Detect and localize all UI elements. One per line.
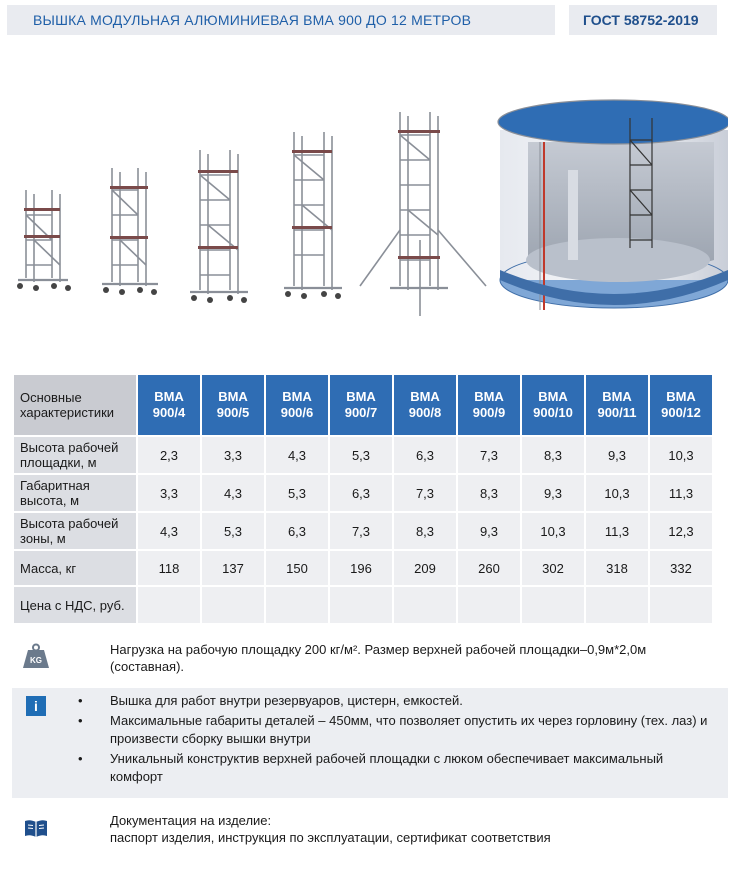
table-cell: 318 bbox=[585, 550, 649, 586]
page-title: ВЫШКА МОДУЛЬНАЯ АЛЮМИНИЕВАЯ ВМА 900 ДО 12 МЕТРОВ bbox=[33, 12, 472, 28]
table-cell bbox=[201, 586, 265, 624]
table-cell: 332 bbox=[649, 550, 713, 586]
model-header: ВМА 900/6 bbox=[265, 374, 329, 436]
table-cell: 6,3 bbox=[393, 436, 457, 474]
table-cell: 11,3 bbox=[649, 474, 713, 512]
info-icon: i bbox=[26, 696, 46, 716]
table-cell: 9,3 bbox=[457, 512, 521, 550]
list-item: • Максимальные габариты деталей – 450мм, что позволяет опустить их через горловину (тех. лаз) и произвести сборку вышки внутри bbox=[78, 713, 708, 746]
table-row bbox=[13, 586, 713, 624]
table-cell: 5,3 bbox=[201, 512, 265, 550]
load-note: Нагрузка на рабочую площадку 200 кг/м². Размер верхней рабочей площадки–0,9м*2,0м (составная). bbox=[110, 642, 647, 674]
table-cell: 3,3 bbox=[137, 474, 201, 512]
table-cell: 5,3 bbox=[265, 474, 329, 512]
scaffold-900-6 bbox=[190, 150, 248, 294]
table-cell: 8,3 bbox=[521, 436, 585, 474]
table-cell: 260 bbox=[457, 550, 521, 586]
table-row bbox=[13, 550, 713, 586]
model-header: ВМА 900/12 bbox=[649, 374, 713, 436]
table-cell bbox=[137, 586, 201, 624]
table-cell: 118 bbox=[137, 550, 201, 586]
model-header: ВМА 900/8 bbox=[393, 374, 457, 436]
scaffold-900-6-wheels bbox=[191, 295, 247, 303]
row-label: Масса, кг bbox=[13, 550, 137, 586]
table-cell: 137 bbox=[201, 550, 265, 586]
table-cell bbox=[649, 586, 713, 624]
table-cell: 4,3 bbox=[201, 474, 265, 512]
tank-illustration bbox=[498, 100, 728, 310]
table-cell: 9,3 bbox=[585, 436, 649, 474]
scaffold-900-4 bbox=[18, 190, 68, 282]
docs-title: Документация на изделие: bbox=[110, 813, 272, 828]
table-cell: 7,3 bbox=[457, 436, 521, 474]
table-cell: 12,3 bbox=[649, 512, 713, 550]
row-label: Высота рабочей площадки, м bbox=[13, 436, 137, 474]
table-header-row bbox=[13, 374, 713, 436]
table-cell: 302 bbox=[521, 550, 585, 586]
table-cell: 7,3 bbox=[329, 512, 393, 550]
table-cell: 209 bbox=[393, 550, 457, 586]
product-illustration bbox=[8, 90, 728, 330]
spec-table bbox=[12, 373, 714, 625]
scaffold-900-7 bbox=[284, 132, 342, 290]
scaffold-900-5 bbox=[102, 168, 158, 286]
model-header: ВМА 900/5 bbox=[201, 374, 265, 436]
table-cell: 8,3 bbox=[457, 474, 521, 512]
table-cell: 3,3 bbox=[201, 436, 265, 474]
title-banner bbox=[7, 5, 555, 35]
row-label: Габаритная высота, м bbox=[13, 474, 137, 512]
model-header: ВМА 900/7 bbox=[329, 374, 393, 436]
standard-banner bbox=[569, 5, 717, 35]
scaffold-900-4-wheels bbox=[17, 283, 71, 291]
table-cell: 7,3 bbox=[393, 474, 457, 512]
table-cell: 10,3 bbox=[585, 474, 649, 512]
table-cell: 9,3 bbox=[521, 474, 585, 512]
row-label: Цена с НДС, руб. bbox=[13, 586, 137, 624]
table-cell: 4,3 bbox=[265, 436, 329, 474]
weight-icon-label: KG bbox=[30, 656, 42, 665]
list-item: • Уникальный конструктив верхней рабочей площадки с люком обеспечивает максимальный комфорт bbox=[78, 751, 664, 784]
table-cell: 8,3 bbox=[393, 512, 457, 550]
table-cell: 11,3 bbox=[585, 512, 649, 550]
bullet: • bbox=[78, 713, 83, 728]
bullet: • bbox=[78, 751, 83, 766]
scaffold-900-5-wheels bbox=[103, 287, 157, 295]
table-cell bbox=[393, 586, 457, 624]
weight-kg-icon bbox=[22, 643, 50, 669]
table-cell: 150 bbox=[265, 550, 329, 586]
model-header: ВМА 900/10 bbox=[521, 374, 585, 436]
docs-note bbox=[110, 812, 710, 846]
header bbox=[7, 5, 733, 35]
table-corner-label: Основные характеристики bbox=[13, 374, 137, 436]
scaffold-900-7-wheels bbox=[285, 291, 341, 299]
table-cell: 10,3 bbox=[649, 436, 713, 474]
table-cell: 6,3 bbox=[265, 512, 329, 550]
table-cell bbox=[521, 586, 585, 624]
model-header: ВМА 900/4 bbox=[137, 374, 201, 436]
table-row bbox=[13, 436, 713, 474]
table-cell: 4,3 bbox=[137, 512, 201, 550]
docs-text: паспорт изделия, инструкция по эксплуатации, сертификат соответствия bbox=[110, 830, 551, 845]
row-label: Высота рабочей зоны, м bbox=[13, 512, 137, 550]
table-cell: 196 bbox=[329, 550, 393, 586]
model-header: ВМА 900/11 bbox=[585, 374, 649, 436]
table-row bbox=[13, 512, 713, 550]
table-cell: 5,3 bbox=[329, 436, 393, 474]
table-cell bbox=[585, 586, 649, 624]
features-list bbox=[78, 692, 718, 788]
table-cell: 10,3 bbox=[521, 512, 585, 550]
book-icon bbox=[24, 818, 48, 838]
table-row bbox=[13, 474, 713, 512]
table-cell: 6,3 bbox=[329, 474, 393, 512]
list-item: • Вышка для работ внутри резервуаров, цистерн, емкостей. bbox=[78, 693, 463, 708]
standard-label: ГОСТ 58752-2019 bbox=[583, 12, 699, 28]
table-cell: 2,3 bbox=[137, 436, 201, 474]
table-cell bbox=[457, 586, 521, 624]
bullet: • bbox=[78, 693, 83, 708]
scaffold-900-8 bbox=[360, 112, 486, 316]
table-cell bbox=[265, 586, 329, 624]
table-cell bbox=[329, 586, 393, 624]
model-header: ВМА 900/9 bbox=[457, 374, 521, 436]
